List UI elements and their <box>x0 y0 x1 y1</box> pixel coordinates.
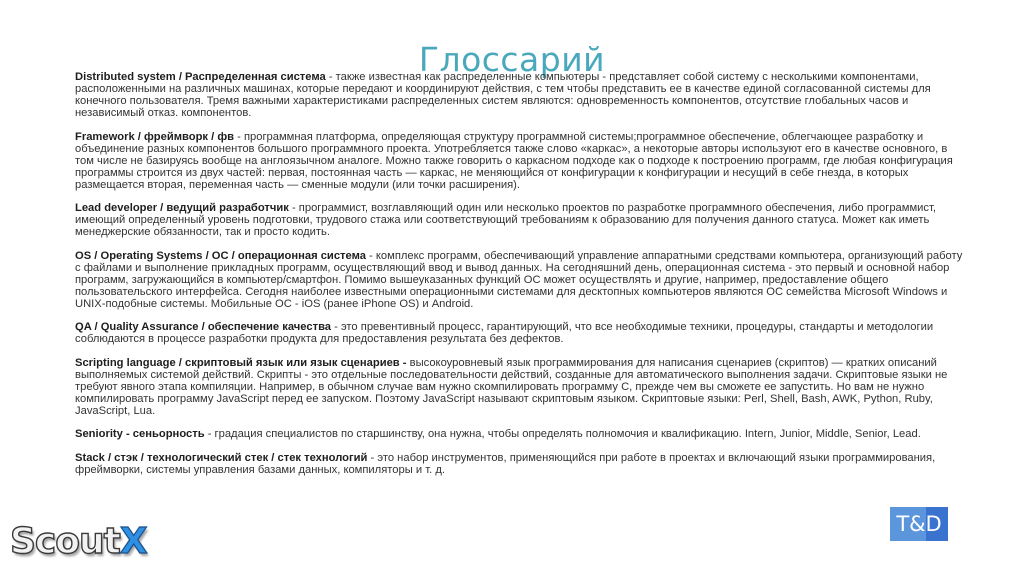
glossary-entry-os <box>75 250 965 310</box>
glossary-term: Distributed system / Распределенная система <box>75 71 326 83</box>
glossary-list <box>75 71 965 487</box>
glossary-entry-scripting-language <box>75 357 965 417</box>
glossary-definition: - также известная как распределенные компьютеры - представляет собой систему с несколькими компонентами, расположенными на различных машинах, которые передают и координируют действия, с тем чтобы представить ее в качестве единой согласованной системы для конечного пользователя. Тремя важными характеристиками распределенных систем являются: одновременность компонентов, отсутствие глобальных часов и независимый отказ. компонентов. <box>75 71 931 120</box>
glossary-term: Seniority - сеньорность <box>75 428 205 441</box>
td-logo <box>890 507 948 541</box>
glossary-entry-qa <box>75 321 965 345</box>
glossary-term: QA / Quality Assurance / обеспечение качества <box>75 321 332 334</box>
glossary-entry-lead-developer <box>75 202 965 238</box>
glossary-term: Stack / стэк / технологический стек / стек технологий <box>75 451 368 464</box>
glossary-term: Scripting language / скриптовый язык или язык сценариев - <box>75 356 407 369</box>
glossary-definition: - программная платформа, определяющая структуру программной системы;программное обеспечение, облегчающее разработку и объединение разных компонентов большого программного проекта. Употребляется также слово «каркас», а некоторые авторы используют его в качестве основного, в том числе не базируясь вообще на англоязычном аналоге. Можно также говорить о каркасном подходе как о подходе к построению программ, где любая конфигурация программы строится из двух частей: первая, постоянная часть — каркас, не меняющийся от конфигурации к конфигурации и несущий в себе гнезда, в которых размещается вторая, переменная часть — сменные модули (или точки расширения). <box>75 130 953 191</box>
glossary-definition: - это набор инструментов, применяющийся при работе в проектах и включающий языки программирования, фреймворки, системы управления базами данных, компиляторы и т. д. <box>75 451 936 476</box>
glossary-entry-framework <box>75 131 965 191</box>
glossary-definition: - это превентивный процесс, гарантирующий, что все необходимые техники, процедуры, стандарты и методологии соблюдаются в процессе разработки продукта для предоставления результата без дефектов. <box>75 321 934 346</box>
glossary-entry-stack <box>75 452 965 476</box>
glossary-definition: - градация специалистов по старшинству, она нужна, чтобы определять полномочия и квалификацию. Intern, Junior, Middle, Senior, Lead. <box>204 428 921 441</box>
glossary-entry-seniority <box>75 428 965 440</box>
td-logo-text: T&D <box>896 512 942 536</box>
glossary-definition: высокоуровневый язык программирования для написания сценариев (скриптов) — кратких описаний выполняемых системой действий. Скрипты - это отдельные последовательности действий, созданные для автоматического выполнения задачи. Скриптовые языки не требуют явного этапа компиляции. Например, в обычном случае вам нужно скомпилировать программу C, прежде чем вы сможете ее запустить. Но вам не нужно компилировать программу JavaScript перед ее запуском. Поэтому JavaScript называют скриптовым языком. Скриптовые языки: Perl, Shell, Bash, AWK, Python, Ruby, JavaScript, Lua. <box>75 356 948 418</box>
glossary-definition: - комплекс программ, обеспечивающий управление аппаратными средствами компьютера, организующий работу с файлами и выполнение прикладных программ, осуществляющий ввод и вывод данных. На сегодняшний день, операционная система - это первый и основной набор программ, загружающийся в компьютер/смартфон. Помимо вышеуказанных функций ОС может осуществлять и другие, например, предоставление общего пользовательского интерфейса. Сегодня наиболее известными операционными системами для десктопных компьютеров являются ОС семейства Microsoft Windows и UNIX-подобные системы. Мобильные ОС - iOS (ранее iPhone OS) и Android. <box>75 249 963 311</box>
scoutx-logo <box>10 521 147 562</box>
scoutx-logo-text: Scout <box>10 521 120 562</box>
glossary-definition: - программист, возглавляющий один или несколько проектов по разработке программного обеспечения, либо программист, имеющий определенный уровень подготовки, трудового стажа или соответствующий требованиям к образованию для получения данного статуса. Может как иметь менеджерские обязанности, так и просто кодить. <box>75 202 936 239</box>
glossary-entry-distributed-system <box>75 71 965 119</box>
glossary-term: Lead developer / ведущий разработчик <box>75 202 289 215</box>
glossary-term: OS / Operating Systems / ОС / операционная система <box>75 249 366 262</box>
scoutx-logo-x: X <box>119 521 147 562</box>
page-title: Глоссарий <box>418 40 606 80</box>
glossary-term: Framework / фреймворк / фв <box>75 130 235 143</box>
